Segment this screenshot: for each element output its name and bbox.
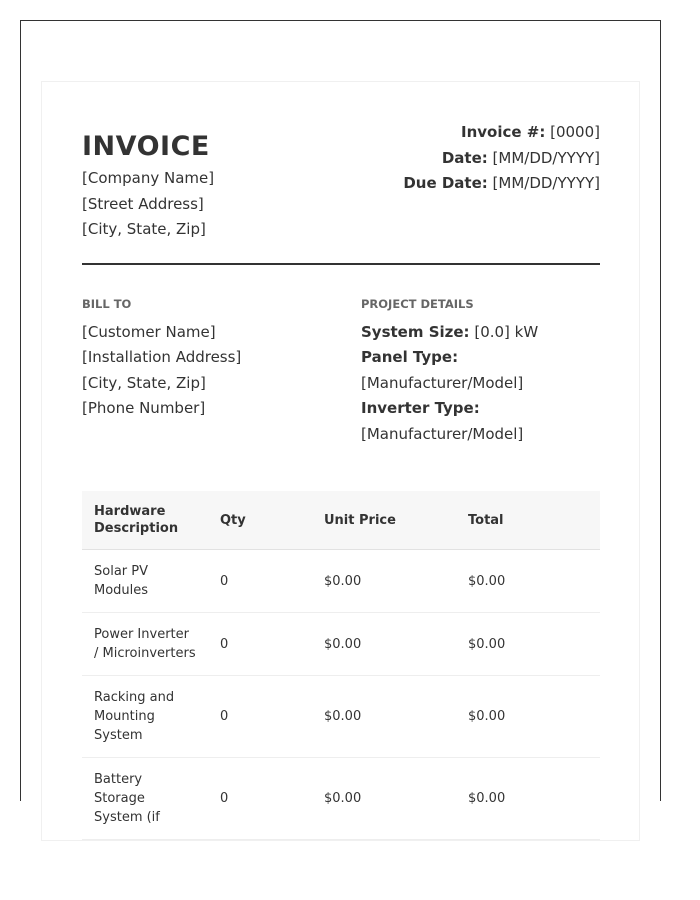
table-row: [82, 613, 600, 676]
invoice-meta: [403, 120, 600, 197]
row-qty: 0: [208, 676, 312, 758]
hardware-table: [82, 491, 600, 840]
invoice-number-value: [0000]: [550, 123, 600, 141]
table-row: [82, 758, 600, 840]
due-date-value: [MM/DD/YYYY]: [492, 174, 600, 192]
invoice-number-line: [403, 120, 600, 146]
table-header-row: [82, 491, 600, 550]
panel-type-label-text: Panel Type:: [361, 348, 459, 366]
table-row: [82, 676, 600, 758]
table-row: [82, 550, 600, 613]
row-description: Power Inverter / Microinverters: [82, 613, 208, 676]
invoice-content: [82, 123, 600, 840]
invoice-date-value: [MM/DD/YYYY]: [492, 148, 600, 167]
row-total: $0.00: [456, 758, 600, 840]
company-block: [82, 130, 214, 243]
page-frame: [20, 20, 661, 825]
installation-address: [Installation Address]: [82, 348, 242, 366]
company-city: [City, State, Zip]: [82, 220, 206, 238]
customer-phone: [Phone Number]: [82, 399, 206, 417]
company-name: [Company Name]: [82, 169, 215, 187]
inverter-type-label: [361, 396, 600, 422]
row-qty: 0: [208, 758, 312, 840]
row-unit-price: $0.00: [312, 613, 456, 676]
details-row: [82, 297, 600, 448]
invoice-date-line: [403, 146, 600, 172]
row-qty: 0: [208, 613, 312, 676]
row-description: Racking and Mounting System: [82, 676, 208, 758]
row-description: Solar PV Modules: [82, 550, 208, 613]
project-details-section: [361, 297, 600, 448]
customer-name: [Customer Name]: [82, 322, 216, 341]
row-total: $0.00: [456, 613, 600, 676]
invoice-number-label: Invoice #:: [460, 123, 546, 141]
due-date-label: Due Date:: [403, 174, 488, 192]
header-total: Total: [456, 491, 600, 550]
bill-to-section: [82, 297, 361, 448]
company-street: [Street Address]: [82, 194, 204, 213]
invoice-sheet: [41, 81, 640, 841]
header-unit-price: Unit Price: [312, 491, 456, 550]
row-total: $0.00: [456, 676, 600, 758]
panel-type-value: [Manufacturer/Model]: [361, 373, 524, 392]
row-unit-price: $0.00: [312, 676, 456, 758]
row-unit-price: $0.00: [312, 550, 456, 613]
system-size-line: [361, 320, 600, 346]
due-date-line: [403, 171, 600, 197]
header-description: Hardware Description: [82, 491, 208, 550]
inverter-type-value: [Manufacturer/Model]: [361, 424, 524, 443]
system-size-label: System Size:: [361, 322, 470, 341]
row-unit-price: $0.00: [312, 758, 456, 840]
row-description: Battery Storage System (if: [82, 758, 208, 840]
invoice-header: [82, 123, 600, 265]
system-size-value: [0.0] kW: [474, 322, 539, 341]
row-total: $0.00: [456, 550, 600, 613]
row-qty: 0: [208, 550, 312, 613]
project-details-label: PROJECT DETAILS: [361, 296, 474, 311]
panel-type-label: [361, 345, 600, 371]
invoice-date-label: Date:: [441, 148, 488, 167]
header-qty: Qty: [208, 491, 312, 550]
inverter-type-label-text: Inverter Type:: [361, 399, 480, 417]
invoice-title: INVOICE: [82, 131, 210, 162]
customer-city: [City, State, Zip]: [82, 373, 206, 392]
bill-to-label: BILL TO: [82, 296, 132, 311]
